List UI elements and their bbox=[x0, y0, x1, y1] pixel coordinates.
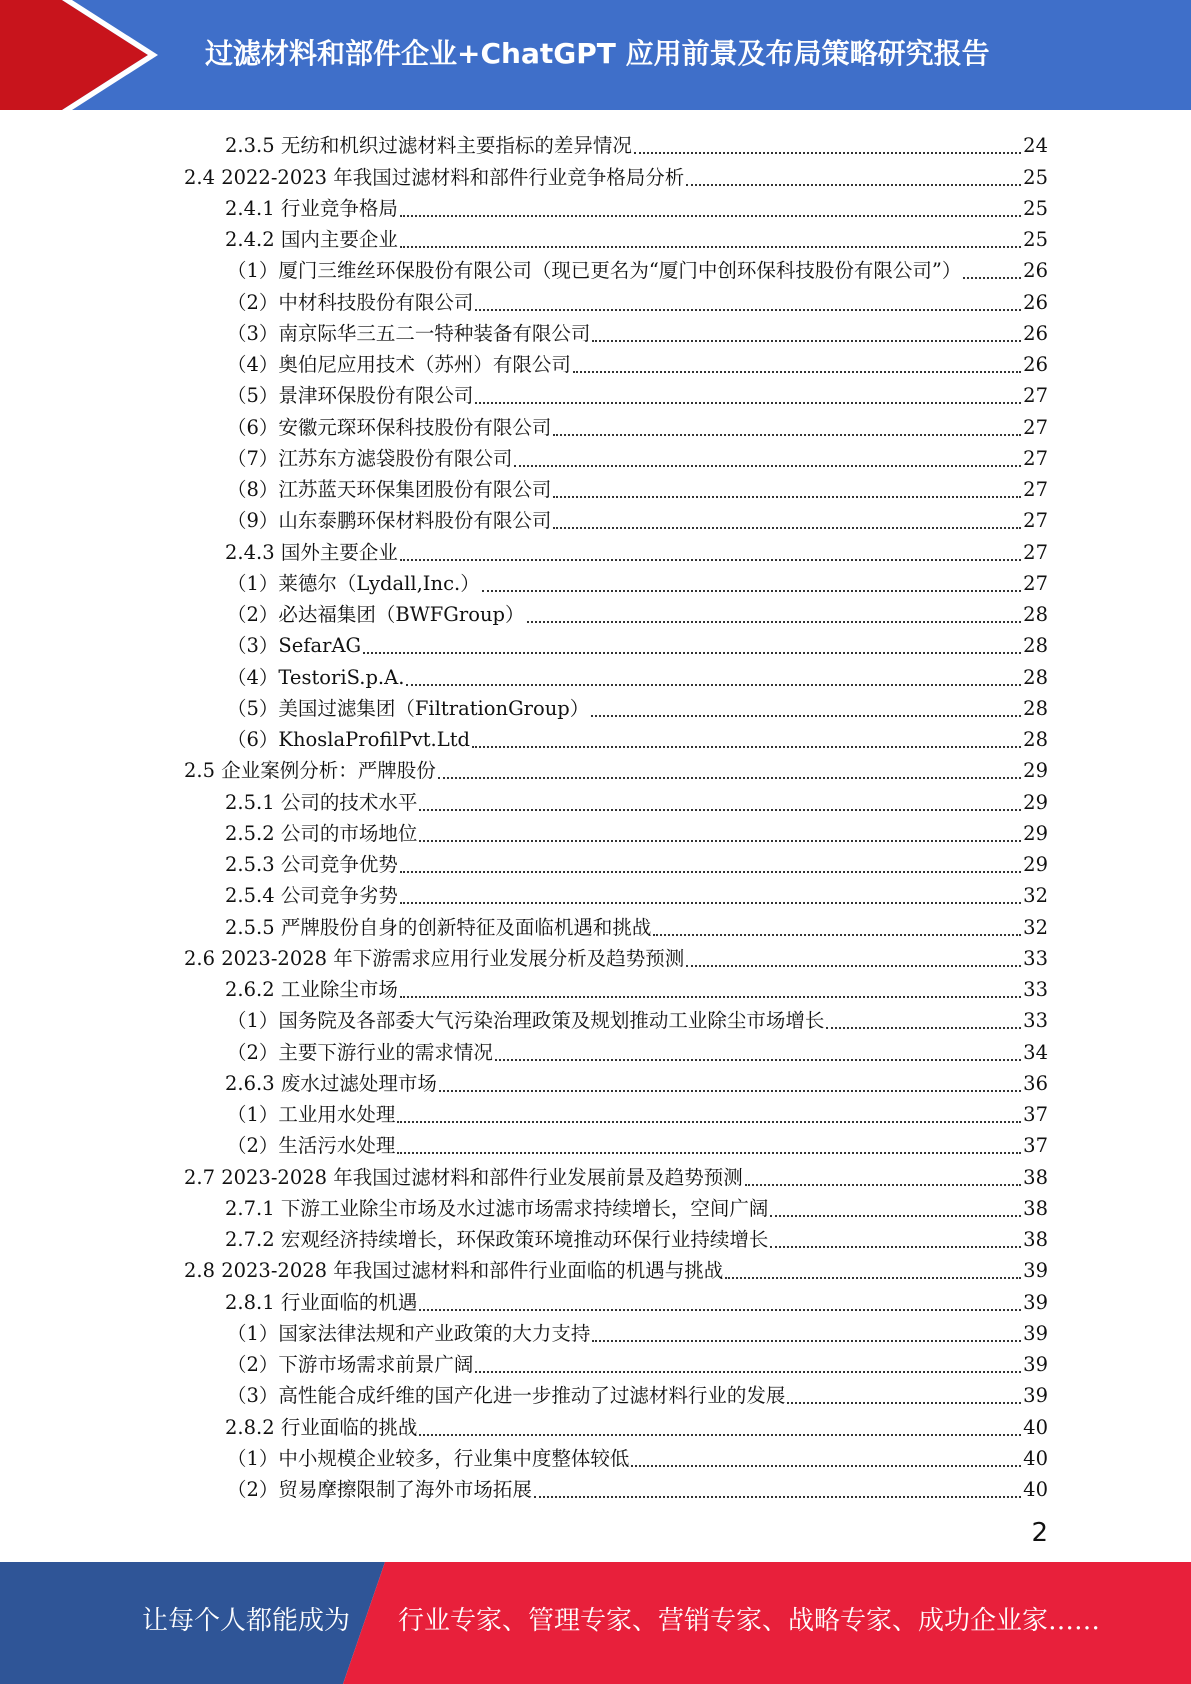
toc-entry[interactable] bbox=[0, 1253, 1191, 1284]
toc-entry-page: 29 bbox=[1023, 759, 1048, 783]
toc-entry[interactable] bbox=[0, 503, 1191, 534]
toc-entry-label: 2.8.1 行业面临的机遇 bbox=[225, 1290, 418, 1314]
footer-slogan-right: 行业专家、管理专家、营销专家、战略专家、成功企业家…… bbox=[398, 1606, 1101, 1636]
toc-dot-leader bbox=[963, 251, 1021, 279]
toc-dot-leader bbox=[439, 1064, 1021, 1092]
toc-dot-leader bbox=[725, 1251, 1021, 1279]
toc-dot-leader bbox=[686, 158, 1021, 186]
toc-entry-page: 25 bbox=[1023, 196, 1048, 220]
toc-dot-leader bbox=[553, 408, 1021, 436]
toc-entry[interactable] bbox=[0, 534, 1191, 565]
toc-entry[interactable] bbox=[0, 1409, 1191, 1440]
toc-entry[interactable] bbox=[0, 972, 1191, 1003]
toc-entry-label: （2）中材科技股份有限公司 bbox=[227, 290, 474, 314]
toc-entry-label: 2.7 2023-2028 年我国过滤材料和部件行业发展前景及趋势预测 bbox=[184, 1165, 743, 1189]
toc-dot-leader bbox=[397, 1126, 1021, 1154]
toc-entry-page: 33 bbox=[1023, 978, 1048, 1001]
toc-entry-page: 25 bbox=[1023, 228, 1048, 251]
toc-entry[interactable] bbox=[0, 566, 1191, 597]
toc-entry[interactable] bbox=[0, 191, 1191, 222]
toc-entry-label: （5）景津环保股份有限公司 bbox=[227, 384, 474, 408]
toc-entry-page: 32 bbox=[1023, 884, 1048, 908]
toc-entry-label: 2.6 2023-2028 年下游需求应用行业发展分析及趋势预测 bbox=[184, 946, 685, 970]
toc-entry[interactable] bbox=[0, 1222, 1191, 1253]
toc-entry-page: 27 bbox=[1023, 540, 1048, 564]
toc-entry-label: （1）工业用水处理 bbox=[227, 1103, 396, 1126]
toc-entry[interactable] bbox=[0, 472, 1191, 503]
toc-dot-leader bbox=[591, 689, 1021, 717]
toc-entry-label: （1）莱德尔（Lydall,Inc.） bbox=[227, 571, 480, 595]
toc-dot-leader bbox=[400, 533, 1021, 561]
toc-entry-page: 39 bbox=[1023, 1384, 1048, 1408]
toc-entry-page: 26 bbox=[1023, 353, 1048, 376]
toc-dot-leader bbox=[400, 876, 1021, 904]
toc-dot-leader bbox=[553, 501, 1021, 529]
toc-entry-page: 29 bbox=[1023, 821, 1048, 845]
toc-dot-leader bbox=[534, 1470, 1021, 1498]
toc-entry-page: 28 bbox=[1023, 696, 1048, 720]
toc-entry[interactable] bbox=[0, 128, 1191, 159]
toc-entry-label: （5）美国过滤集团（FiltrationGroup） bbox=[227, 696, 590, 720]
toc-entry[interactable] bbox=[0, 378, 1191, 409]
toc-entry-label: 2.4 2022-2023 年我国过滤材料和部件行业竞争格局分析 bbox=[184, 165, 685, 189]
toc-entry[interactable] bbox=[0, 1191, 1191, 1222]
toc-entry-label: （9）山东泰鹏环保材料股份有限公司 bbox=[227, 509, 552, 533]
toc-dot-leader bbox=[787, 1376, 1021, 1404]
toc-dot-leader bbox=[406, 658, 1021, 686]
toc-dot-leader bbox=[397, 1095, 1021, 1123]
toc-dot-leader bbox=[400, 970, 1021, 998]
toc-entry[interactable] bbox=[0, 909, 1191, 940]
toc-entry[interactable] bbox=[0, 1128, 1191, 1159]
toc-entry[interactable] bbox=[0, 1441, 1191, 1472]
footer-banner bbox=[0, 1562, 1191, 1684]
toc-entry-page: 33 bbox=[1023, 1009, 1048, 1033]
toc-dot-leader bbox=[400, 220, 1021, 248]
toc-entry[interactable] bbox=[0, 941, 1191, 972]
toc-entry-label: 2.5.2 公司的市场地位 bbox=[225, 821, 418, 845]
toc-entry[interactable] bbox=[0, 1284, 1191, 1315]
toc-entry-page: 26 bbox=[1023, 259, 1048, 283]
toc-dot-leader bbox=[475, 283, 1021, 311]
toc-dot-leader bbox=[514, 439, 1021, 467]
toc-entry[interactable] bbox=[0, 1097, 1191, 1128]
toc-entry-label: 2.6.3 废水过滤处理市场 bbox=[225, 1071, 437, 1095]
toc-dot-leader bbox=[770, 1220, 1021, 1248]
toc-entry-page: 39 bbox=[1023, 1321, 1048, 1345]
toc-entry-page: 39 bbox=[1023, 1353, 1048, 1376]
report-title: 过滤材料和部件企业+ChatGPT 应用前景及布局策略研究报告 bbox=[205, 37, 990, 70]
toc-entry-page: 24 bbox=[1023, 134, 1048, 158]
toc-dot-leader bbox=[472, 720, 1021, 748]
toc-entry-label: （1）中小规模企业较多，行业集中度整体较低 bbox=[227, 1446, 630, 1470]
toc-dot-leader bbox=[553, 470, 1021, 498]
toc-entry-label: 2.3.5 无纺和机织过滤材料主要指标的差异情况 bbox=[225, 134, 632, 158]
toc-entry-page: 33 bbox=[1023, 946, 1048, 970]
toc-entry[interactable] bbox=[0, 753, 1191, 784]
toc-entry-label: 2.8.2 行业面临的挑战 bbox=[225, 1415, 418, 1439]
toc-dot-leader bbox=[400, 845, 1021, 873]
toc-entry[interactable] bbox=[0, 722, 1191, 753]
toc-dot-leader bbox=[495, 1033, 1021, 1061]
toc-entry-label: 2.7.1 下游工业除尘市场及水过滤市场需求持续增长，空间广阔 bbox=[225, 1196, 769, 1220]
toc-entry-label: 2.8 2023-2028 年我国过滤材料和部件行业面临的机遇与挑战 bbox=[184, 1259, 724, 1283]
toc-dot-leader bbox=[419, 783, 1021, 811]
toc-entry-page: 38 bbox=[1023, 1165, 1048, 1189]
toc-entry[interactable] bbox=[0, 784, 1191, 815]
toc-entry-page: 28 bbox=[1023, 728, 1048, 751]
toc-dot-leader bbox=[592, 314, 1021, 342]
toc-dot-leader bbox=[634, 126, 1021, 154]
toc-dot-leader bbox=[770, 1189, 1021, 1217]
toc-entry-label: 2.5.5 严牌股份自身的创新特征及面临机遇和挑战 bbox=[225, 915, 652, 939]
toc-dot-leader bbox=[400, 189, 1021, 217]
toc-entry[interactable] bbox=[0, 347, 1191, 378]
toc-entry-label: 2.5.1 公司的技术水平 bbox=[225, 790, 418, 814]
toc-entry-label: （4）TestoriS.p.A. bbox=[227, 665, 405, 689]
toc-entry[interactable] bbox=[0, 284, 1191, 315]
toc-dot-leader bbox=[475, 376, 1021, 404]
toc-entry[interactable] bbox=[0, 816, 1191, 847]
toc-entry[interactable] bbox=[0, 1472, 1191, 1503]
toc-entry-page: 28 bbox=[1023, 665, 1048, 689]
toc-entry-label: （2）主要下游行业的需求情况 bbox=[227, 1040, 493, 1064]
toc-entry[interactable] bbox=[0, 253, 1191, 284]
toc-entry[interactable] bbox=[0, 659, 1191, 690]
toc-entry-label: （1）厦门三维丝环保股份有限公司（现已更名为“厦门中创环保科技股份有限公司”） bbox=[227, 259, 962, 283]
toc-entry-label: （3）高性能合成纤维的国产化进一步推动了过滤材料行业的发展 bbox=[227, 1384, 786, 1408]
toc-entry-page: 26 bbox=[1023, 321, 1048, 345]
header-chevron-decoration bbox=[0, 0, 160, 110]
toc-entry[interactable] bbox=[0, 316, 1191, 347]
toc-entry-label: （2）必达福集团（BWFGroup） bbox=[227, 603, 525, 626]
toc-entry-label: （3）南京际华三五二一特种装备有限公司 bbox=[227, 321, 591, 345]
toc-dot-leader bbox=[631, 1439, 1021, 1467]
toc-dot-leader bbox=[482, 564, 1021, 592]
toc-entry-label: 2.6.2 工业除尘市场 bbox=[225, 978, 398, 1001]
toc-entry-page: 26 bbox=[1023, 290, 1048, 314]
toc-dot-leader bbox=[419, 1283, 1021, 1311]
toc-entry-label: （1）国家法律法规和产业政策的大力支持 bbox=[227, 1321, 591, 1345]
toc-entry-page: 34 bbox=[1023, 1040, 1048, 1064]
header-banner bbox=[0, 0, 1191, 110]
toc-entry-page: 29 bbox=[1023, 790, 1048, 814]
toc-entry[interactable] bbox=[0, 1378, 1191, 1409]
toc-entry-page: 36 bbox=[1023, 1071, 1048, 1095]
toc-entry[interactable] bbox=[0, 1034, 1191, 1065]
toc-dot-leader bbox=[363, 626, 1021, 654]
toc-entry-label: （6）安徽元琛环保科技股份有限公司 bbox=[227, 415, 552, 439]
toc-entry-page: 27 bbox=[1023, 384, 1048, 408]
toc-entry-page: 38 bbox=[1023, 1196, 1048, 1220]
toc-entry-label: （2）贸易摩擦限制了海外市场拓展 bbox=[227, 1478, 532, 1501]
toc-entry-page: 40 bbox=[1023, 1446, 1048, 1470]
page-number: 2 bbox=[1031, 1518, 1048, 1548]
toc-entry-page: 27 bbox=[1023, 571, 1048, 595]
toc-entry-page: 40 bbox=[1023, 1478, 1048, 1501]
toc-entry-page: 38 bbox=[1023, 1228, 1048, 1251]
toc-dot-leader bbox=[475, 1345, 1021, 1373]
toc-dot-leader bbox=[419, 814, 1021, 842]
toc-entry-page: 37 bbox=[1023, 1103, 1048, 1126]
toc-entry[interactable] bbox=[0, 691, 1191, 722]
toc-entry[interactable] bbox=[0, 597, 1191, 628]
toc-entry-label: 2.4.2 国内主要企业 bbox=[225, 228, 398, 251]
toc-entry-page: 25 bbox=[1023, 165, 1048, 189]
toc-entry-page: 32 bbox=[1023, 915, 1048, 939]
toc-dot-leader bbox=[592, 1314, 1021, 1342]
toc-entry[interactable] bbox=[0, 1066, 1191, 1097]
toc-dot-leader bbox=[527, 595, 1022, 623]
toc-entry-label: 2.5.3 公司竞争优势 bbox=[225, 853, 398, 876]
toc-dot-leader bbox=[653, 908, 1021, 936]
toc-entry-page: 27 bbox=[1023, 478, 1048, 501]
table-of-contents bbox=[0, 128, 1191, 1503]
toc-entry[interactable] bbox=[0, 1347, 1191, 1378]
toc-entry-label: （3）SefarAG bbox=[227, 634, 362, 658]
toc-entry-label: （8）江苏蓝天环保集团股份有限公司 bbox=[227, 478, 552, 501]
toc-entry-page: 28 bbox=[1023, 634, 1048, 658]
toc-entry[interactable] bbox=[0, 222, 1191, 253]
toc-entry-label: 2.4.1 行业竞争格局 bbox=[225, 196, 398, 220]
toc-entry-page: 29 bbox=[1023, 853, 1048, 876]
toc-entry[interactable] bbox=[0, 878, 1191, 909]
toc-entry-label: （2）生活污水处理 bbox=[227, 1134, 396, 1158]
toc-dot-leader bbox=[745, 1158, 1021, 1186]
toc-entry[interactable] bbox=[0, 1159, 1191, 1190]
toc-dot-leader bbox=[573, 345, 1021, 373]
toc-entry-label: 2.5.4 公司竞争劣势 bbox=[225, 884, 398, 908]
toc-entry[interactable] bbox=[0, 159, 1191, 190]
toc-entry[interactable] bbox=[0, 441, 1191, 472]
toc-entry-label: （1）国务院及各部委大气污染治理政策及规划推动工业除尘市场增长 bbox=[227, 1009, 825, 1033]
toc-entry-page: 37 bbox=[1023, 1134, 1048, 1158]
toc-entry[interactable] bbox=[0, 628, 1191, 659]
footer-slogan-left: 让每个人都能成为 bbox=[142, 1606, 351, 1636]
toc-entry-page: 27 bbox=[1023, 415, 1048, 439]
toc-dot-leader bbox=[419, 1408, 1021, 1436]
toc-entry-label: 2.5 企业案例分析：严牌股份 bbox=[184, 759, 436, 783]
toc-entry-label: （6）KhoslaProfilPvt.Ltd bbox=[227, 728, 471, 751]
toc-entry[interactable] bbox=[0, 409, 1191, 440]
toc-entry-label: 2.7.2 宏观经济持续增长，环保政策环境推动环保行业持续增长 bbox=[225, 1228, 769, 1251]
toc-entry-page: 39 bbox=[1023, 1259, 1048, 1283]
toc-entry-page: 40 bbox=[1023, 1415, 1048, 1439]
toc-entry-label: 2.4.3 国外主要企业 bbox=[225, 540, 398, 564]
toc-entry-page: 27 bbox=[1023, 509, 1048, 533]
toc-entry-label: （7）江苏东方滤袋股份有限公司 bbox=[227, 446, 513, 470]
toc-dot-leader bbox=[438, 751, 1021, 779]
toc-entry-page: 27 bbox=[1023, 446, 1048, 470]
toc-entry-label: （4）奥伯尼应用技术（苏州）有限公司 bbox=[227, 353, 571, 376]
toc-entry-page: 39 bbox=[1023, 1290, 1048, 1314]
toc-entry-label: （2）下游市场需求前景广阔 bbox=[227, 1353, 474, 1376]
toc-dot-leader bbox=[826, 1001, 1021, 1029]
toc-dot-leader bbox=[686, 939, 1021, 967]
toc-entry[interactable] bbox=[0, 847, 1191, 878]
toc-entry-page: 28 bbox=[1023, 603, 1048, 626]
toc-entry[interactable] bbox=[0, 1003, 1191, 1034]
toc-entry[interactable] bbox=[0, 1316, 1191, 1347]
